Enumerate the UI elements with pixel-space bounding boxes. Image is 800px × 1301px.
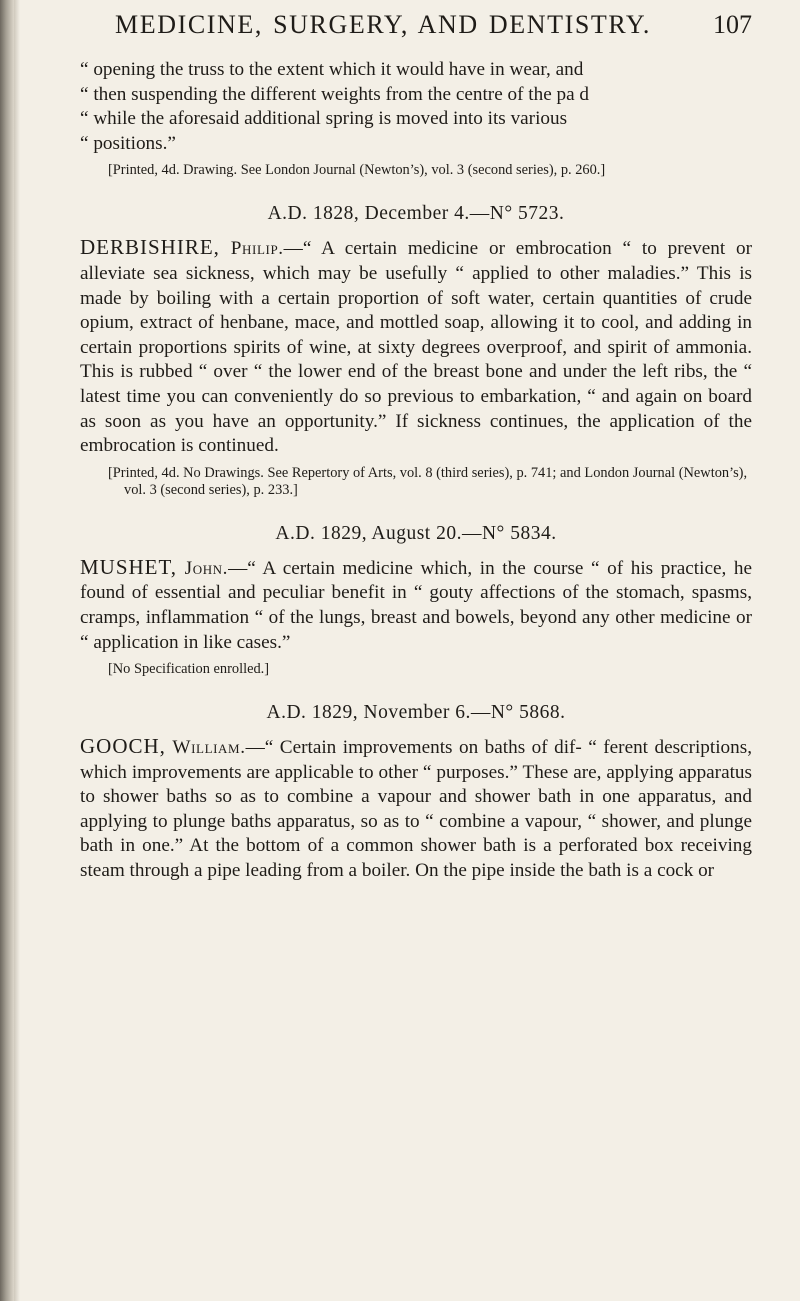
continuation-line: “ while the aforesaid additional spring is moved into its various bbox=[80, 108, 568, 130]
running-head-title: MEDICINE, SURGERY, AND DENTISTRY. bbox=[115, 10, 652, 39]
page-number: 107 bbox=[713, 10, 752, 39]
entry-text: —“ Certain improvements on baths of dif- “ ferent descriptions, which improvements are applicable to other “ purposes.” These are, applying apparatus to shower baths so as to combine a vapour and shower bath in one apparatus, and applying to plunge baths apparatus, so as to “ combine a vapour, “ shower, and plunge bath in one.” At the bottom of a common shower bath is a perforated box receiving steam through a pipe leading from a boiler. On the pipe inside the bath is a cock or bbox=[80, 737, 753, 882]
page-gutter bbox=[14, 0, 20, 1301]
continuation-paragraph bbox=[80, 58, 752, 156]
patentee-forename: John. bbox=[184, 557, 229, 579]
entry-paragraph bbox=[80, 235, 752, 458]
patentee-surname: DERBISHIRE, bbox=[80, 235, 220, 260]
printing-note: [Printed, 4d. No Drawings. See Repertory of Arts, vol. 8 (third series), p. 741; and London Journal (Newton’s), vol. 3 (second series), p. 233.] bbox=[108, 464, 748, 498]
entry-paragraph bbox=[80, 734, 752, 884]
entry-paragraph bbox=[80, 555, 752, 655]
page-binding-shadow bbox=[0, 0, 14, 1301]
printing-note: [Printed, 4d. Drawing. See London Journal (Newton’s), vol. 3 (second series), p. 260.] bbox=[108, 162, 606, 179]
continuation-line: “ opening the truss to the extent which it would have in wear, and bbox=[80, 59, 584, 80]
entry-heading: A.D. 1828, December 4.—N° 5723. bbox=[267, 203, 565, 225]
printing-note: [No Specification enrolled.] bbox=[108, 661, 270, 678]
entry-text: —“ A certain medicine which, in the course “ of his practice, he found of essential and peculiar benefit in “ gouty affections of the stomach, spasms, cramps, inflammation “ of the lungs, breast and bowels, beyond any other medicine or “ application in like cases.” bbox=[80, 557, 752, 653]
patentee-forename: William. bbox=[172, 737, 246, 759]
entry-heading: A.D. 1829, November 6.—N° 5868. bbox=[266, 702, 566, 724]
book-page bbox=[80, 10, 752, 884]
entry-text: —“ A certain medicine or embrocation “ to prevent or alleviate sea sickness, which may be usefully “ applied to other maladies.” This is made by boiling with a certain proportion of soft water, certain quantities of crude opium, extract of henbane, mace, and mottled soap, allowing it to cool, and adding in certain proportions spirits of wine, at sixty degrees overproof, and spirit of ammonia. This is rubbed “ over “ the lower end of the breast bone and under the left ribs, the “ latest time you can conveniently do so previous to embarkation, “ and again on board as soon as you have an opportunity.” If sickness continues, the application of the embrocation is continued. bbox=[80, 238, 752, 457]
continuation-line: “ positions.” bbox=[80, 132, 176, 154]
running-head bbox=[80, 10, 752, 58]
patentee-surname: GOOCH, bbox=[80, 734, 166, 759]
patentee-forename: Philip. bbox=[230, 238, 284, 260]
entry-heading: A.D. 1829, August 20.—N° 5834. bbox=[275, 522, 557, 544]
continuation-line: “ then suspending the different weights from the centre of the pa d bbox=[80, 83, 590, 105]
patentee-surname: MUSHET, bbox=[80, 554, 178, 579]
